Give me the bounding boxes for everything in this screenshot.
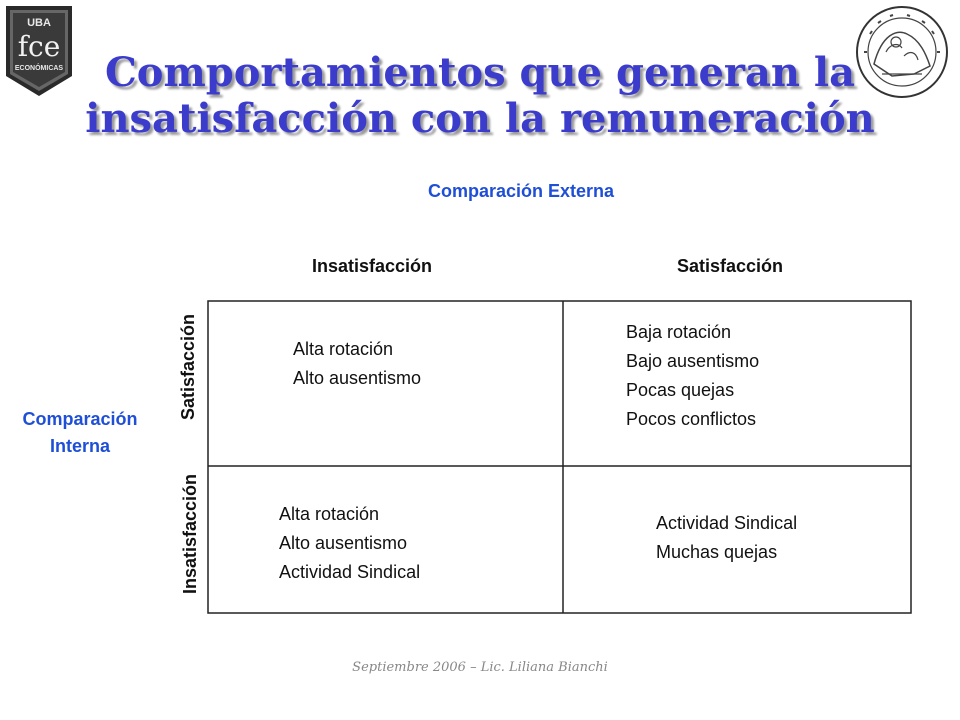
svg-text:ECONÓMICAS: ECONÓMICAS xyxy=(14,65,64,72)
internal-comparison-label xyxy=(0,406,160,460)
slide-title xyxy=(60,50,900,142)
cell-bottom-left xyxy=(279,500,420,587)
cell-item: Actividad Sindical xyxy=(656,513,798,533)
cell-bottom-right xyxy=(656,509,797,567)
cell-item: Alta rotación xyxy=(279,504,380,524)
cell-item: Alto ausentismo xyxy=(279,533,408,553)
cell-item: Pocas quejas xyxy=(626,380,735,400)
svg-text:UBA: UBA xyxy=(27,17,51,29)
cell-item: Alta rotación xyxy=(293,339,394,359)
cell-item: Bajo ausentismo xyxy=(626,351,760,371)
cell-item: Pocos conflictos xyxy=(626,409,757,429)
cell-top-right xyxy=(626,318,759,434)
internal-label-line-2: Interna xyxy=(49,436,110,456)
svg-text:fce: fce xyxy=(17,30,61,63)
slide-footer: Septiembre 2006 – Lic. Liliana Bianchi xyxy=(352,660,608,675)
external-comparison-label: Comparación Externa xyxy=(428,181,615,201)
cell-item: Baja rotación xyxy=(626,322,732,342)
column-header-satisfaccion: Satisfacción xyxy=(677,256,784,276)
cell-item: Alto ausentismo xyxy=(293,368,422,388)
column-header-insatisfaccion: Insatisfacción xyxy=(312,256,433,276)
comparison-matrix xyxy=(207,300,912,614)
cell-item: Muchas quejas xyxy=(656,542,778,562)
row-header-insatisfaccion: Insatisfacción xyxy=(180,473,200,595)
cell-item: Actividad Sindical xyxy=(279,562,421,582)
row-header-satisfaccion: Satisfacción xyxy=(178,313,198,421)
title-line-1: Comportamientos que generan la xyxy=(104,49,856,96)
title-line-2: insatisfacción con la remuneración xyxy=(85,95,875,142)
internal-label-line-1: Comparación xyxy=(22,409,138,429)
cell-top-left xyxy=(293,335,421,393)
